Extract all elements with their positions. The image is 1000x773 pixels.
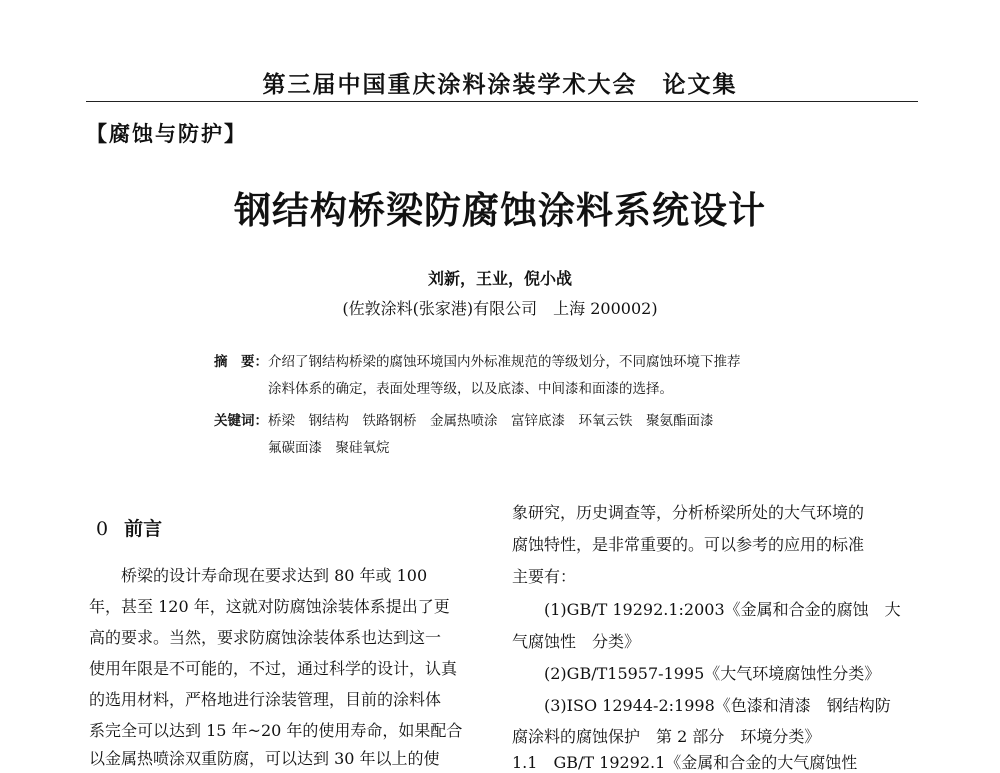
body-line: (2)GB/T15957-1995《大气环境腐蚀性分类》	[512, 664, 881, 683]
body-line: 年，甚至 120 年，这就对防腐蚀涂装体系提出了更	[89, 597, 450, 616]
body-line: 象研究，历史调查等，分析桥梁所处的大气环境的	[512, 503, 865, 522]
abstract-line: 介绍了钢结构桥梁的腐蚀环境国内外标准规范的等级划分，不同腐蚀环境下推荐	[268, 354, 741, 370]
body-line: 系完全可以达到 15 年~20 年的使用寿命，如果配合	[89, 721, 463, 740]
body-line: (1)GB/T 19292.1:2003《金属和合金的腐蚀 大	[512, 600, 901, 619]
keywords-label: 关键词：	[214, 413, 268, 429]
keywords-line: 氟碳面漆 聚硅氧烷	[268, 440, 390, 456]
body-line: 以金属热喷涂双重防腐，可以达到 30 年以上的使	[89, 749, 440, 768]
abstract-label: 摘 要：	[214, 354, 268, 370]
section-tag: 【腐蚀与防护】	[86, 121, 247, 146]
keywords-line: 桥梁 钢结构 铁路钢桥 金属热喷涂 富锌底漆 环氧云铁 聚氨酯面漆	[268, 413, 714, 429]
body-line: (3)ISO 12944-2:1998《色漆和清漆 钢结构防	[512, 696, 891, 715]
body-line: 1.1 GB/T 19292.1《金属和合金的大气腐蚀性	[512, 753, 858, 772]
affiliation: (佐敦涂料(张家港)有限公司 上海 200002)	[342, 299, 658, 318]
abstract-line: 涂料体系的确定，表面处理等级，以及底漆、中间漆和面漆的选择。	[268, 381, 673, 397]
header-rule	[86, 101, 918, 102]
paper-title: 钢结构桥梁防腐蚀涂料系统设计	[234, 188, 766, 232]
body-line: 使用年限是不可能的，不过，通过科学的设计，认真	[89, 659, 458, 678]
body-line: 腐涂料的腐蚀保护 第 2 部分 环境分类》	[512, 727, 821, 746]
body-line: 的选用材料，严格地进行涂装管理，目前的涂料体	[89, 690, 442, 709]
section-number: 0	[96, 518, 109, 540]
authors: 刘新，王业，倪小战	[427, 269, 572, 288]
body-line: 气腐蚀性 分类》	[512, 632, 641, 651]
section-heading	[96, 514, 162, 541]
running-head: 第三届中国重庆涂料涂装学术大会 论文集	[262, 71, 738, 98]
body-line: 腐蚀特性，是非常重要的。可以参考的应用的标准	[512, 535, 865, 554]
section-title: 前言	[124, 518, 163, 540]
body-line: 桥梁的设计寿命现在要求达到 80 年或 100	[89, 566, 428, 585]
body-line: 主要有：	[512, 567, 577, 586]
body-line: 高的要求。当然，要求防腐蚀涂装体系也达到这一	[89, 628, 442, 647]
